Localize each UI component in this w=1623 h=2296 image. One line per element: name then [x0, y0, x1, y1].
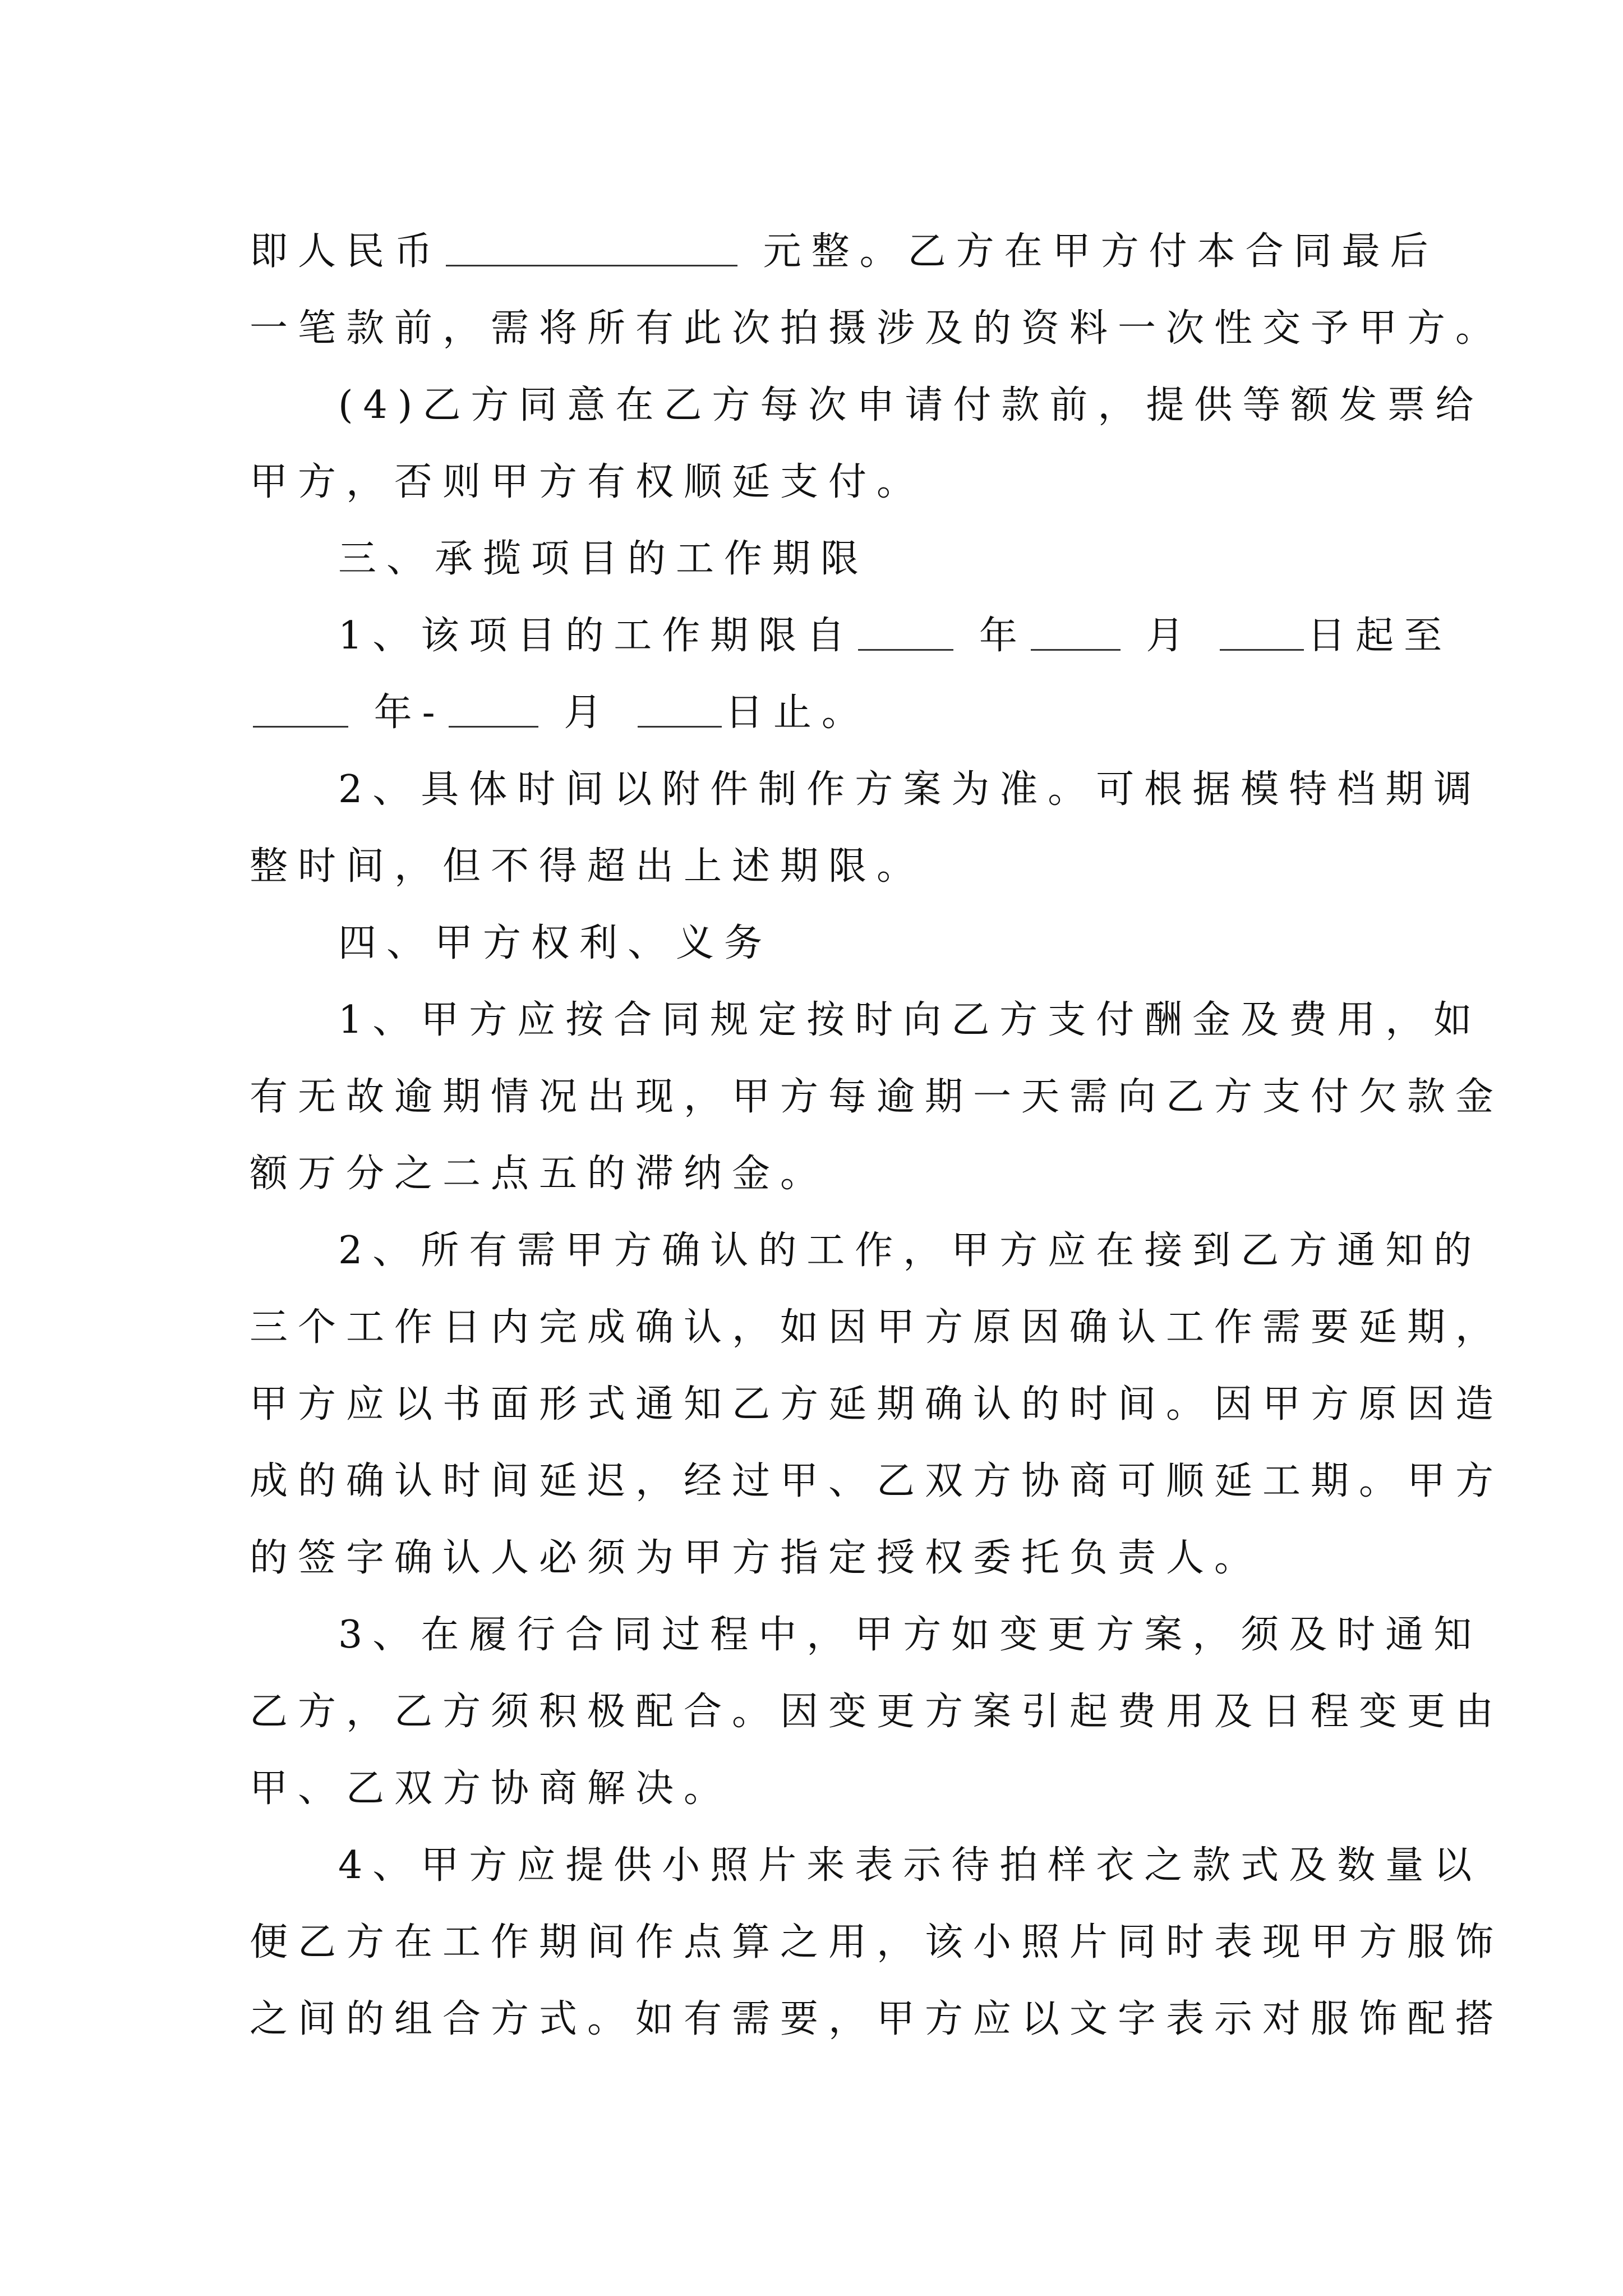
text-run: 三、承揽项目的工作期限: [338, 537, 869, 581]
paragraph-line: [250, 367, 1484, 444]
month-blank: [449, 691, 538, 728]
section-heading: [250, 905, 1394, 982]
year-blank: [858, 614, 953, 651]
text-run: 四、甲方权利、义务: [338, 921, 773, 965]
day-blank: [1220, 614, 1304, 651]
year-blank: [253, 691, 348, 728]
paragraph-line: [250, 1981, 1504, 2058]
text-run: 2、具体时间以附件制作方案为准。可根据模特档期调: [338, 767, 1482, 812]
text-run: 之间的组合方式。如有需要，甲方应以文字表示对服饰配搭: [250, 1997, 1504, 2041]
paragraph-line: [250, 1135, 1394, 1212]
text-run: 月: [1123, 614, 1217, 658]
amount-blank: [446, 230, 737, 266]
paragraph-line: [250, 1750, 1394, 1827]
paragraph-line: [250, 751, 1482, 828]
paragraph-line: [250, 674, 1394, 751]
text-run: 4、甲方应提供小照片来表示待拍样衣之款式及数量以: [338, 1843, 1482, 1888]
text-run: 月: [541, 691, 634, 735]
paragraph-line: [250, 1059, 1504, 1135]
paragraph-line: [250, 1366, 1504, 1443]
text-run: 的签字确认人必须为甲方指定授权委托负责人。: [250, 1536, 1263, 1580]
text-run: 一笔款前，需将所有此次拍摄涉及的资料一次性交予甲方。: [250, 306, 1504, 351]
text-run: 整时间，但不得超出上述期限。: [250, 844, 925, 889]
paragraph-line: [250, 1596, 1482, 1673]
text-run: 日起至: [1307, 614, 1453, 658]
text-run: 1、甲方应按合同规定按时向乙方支付酬金及费用，如: [338, 998, 1482, 1042]
text-run: 日止。: [725, 691, 870, 735]
paragraph-line: [250, 1904, 1504, 1981]
text-run: 三个工作日内完成确认，如因甲方原因确认工作需要延期，: [250, 1305, 1504, 1350]
text-run: 便乙方在工作期间作点算之用，该小照片同时表现甲方服饰: [250, 1920, 1504, 1964]
text-run: 甲、乙双方协商解决。: [250, 1766, 732, 1811]
paragraph-line: [250, 597, 1453, 674]
document-page: [250, 213, 1504, 2058]
paragraph-line: [250, 444, 1394, 521]
paragraph-line: [250, 1520, 1394, 1596]
text-run: (4)乙方同意在乙方每次申请付款前，提供等额发票给: [338, 383, 1484, 427]
text-run: 额万分之二点五的滞纳金。: [250, 1152, 829, 1196]
paragraph-line: [250, 828, 1394, 905]
text-run: 有无故逾期情况出现，甲方每逾期一天需向乙方支付欠款金: [250, 1075, 1504, 1119]
paragraph-line: [250, 982, 1482, 1059]
text-run: 成的确认时间延迟，经过甲、乙双方协商可顺延工期。甲方: [250, 1459, 1504, 1503]
paragraph-line: [250, 1443, 1504, 1520]
paragraph-line: [250, 1212, 1482, 1289]
section-heading: [250, 521, 1394, 597]
text-run: 即人民币: [250, 229, 443, 274]
text-run: 年-: [352, 691, 445, 735]
day-blank: [638, 691, 722, 728]
text-run: 3、在履行合同过程中，甲方如变更方案，须及时通知: [338, 1613, 1482, 1657]
month-blank: [1031, 614, 1121, 651]
text-run: 元整。乙方在甲方付本合同最后: [741, 229, 1438, 274]
paragraph-line: [250, 213, 1438, 290]
paragraph-line: [250, 1289, 1504, 1366]
paragraph-line: [250, 1827, 1482, 1904]
text-run: 乙方，乙方须积极配合。因变更方案引起费用及日程变更由: [250, 1690, 1504, 1734]
paragraph-line: [250, 1673, 1504, 1750]
text-run: 年: [957, 614, 1027, 658]
paragraph-line: [250, 290, 1504, 367]
text-run: 2、所有需甲方确认的工作，甲方应在接到乙方通知的: [338, 1228, 1482, 1273]
text-run: 甲方，否则甲方有权顺延支付。: [250, 460, 925, 504]
text-run: 1、该项目的工作期限自: [338, 614, 855, 658]
text-run: 甲方应以书面形式通知乙方延期确认的时间。因甲方原因造: [250, 1382, 1504, 1427]
